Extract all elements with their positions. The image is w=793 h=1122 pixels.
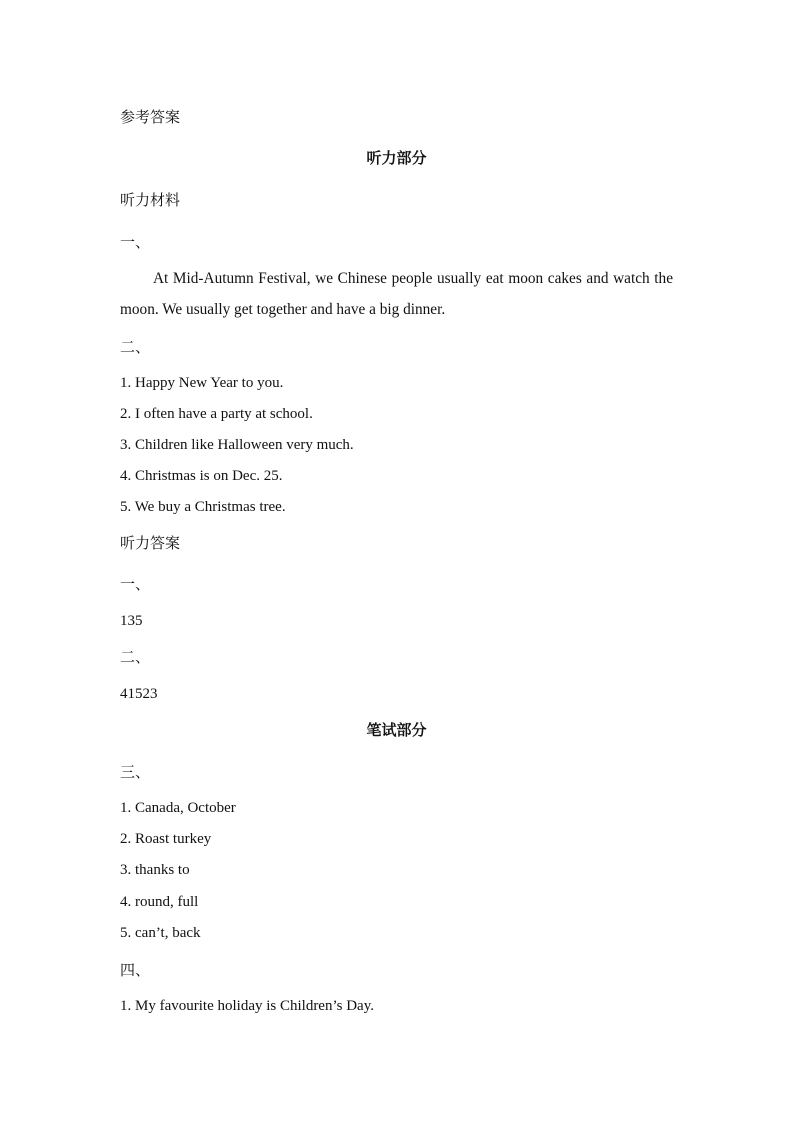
part2-item: 1. Happy New Year to you. xyxy=(120,375,284,391)
part2-item: 2. I often have a party at school. xyxy=(120,406,313,422)
document-title: 参考答案 xyxy=(120,108,181,126)
part1-label: 一、 xyxy=(120,233,151,251)
listening-answers-label: 听力答案 xyxy=(120,534,181,552)
part3-item: 4. round, full xyxy=(120,894,199,910)
part4-item: 1. My favourite holiday is Children’s Day. xyxy=(120,998,374,1014)
part1-text: At Mid-Autumn Festival, we Chinese people usually eat moon cakes and watch the moon. We usually get together and have a big dinner. xyxy=(120,270,673,318)
answer2-label: 二、 xyxy=(120,648,151,666)
answer1-value: 135 xyxy=(120,613,143,629)
listening-materials-label: 听力材料 xyxy=(120,191,181,209)
answer2-value: 41523 xyxy=(120,686,158,702)
part3-item: 3. thanks to xyxy=(120,862,190,878)
part3-item: 2. Roast turkey xyxy=(120,831,212,847)
part4-label: 四、 xyxy=(120,961,151,979)
part3-item: 5. can’t, back xyxy=(120,925,201,941)
listening-section-heading: 听力部分 xyxy=(366,149,427,167)
part2-label: 二、 xyxy=(120,338,151,356)
written-section-heading: 笔试部分 xyxy=(366,721,427,739)
part3-item: 1. Canada, October xyxy=(120,800,236,816)
answer1-label: 一、 xyxy=(120,575,151,593)
part2-item: 5. We buy a Christmas tree. xyxy=(120,499,286,515)
part2-item: 3. Children like Halloween very much. xyxy=(120,437,354,453)
part1-paragraph xyxy=(120,263,673,325)
part2-item: 4. Christmas is on Dec. 25. xyxy=(120,468,283,484)
part3-label: 三、 xyxy=(120,763,151,781)
